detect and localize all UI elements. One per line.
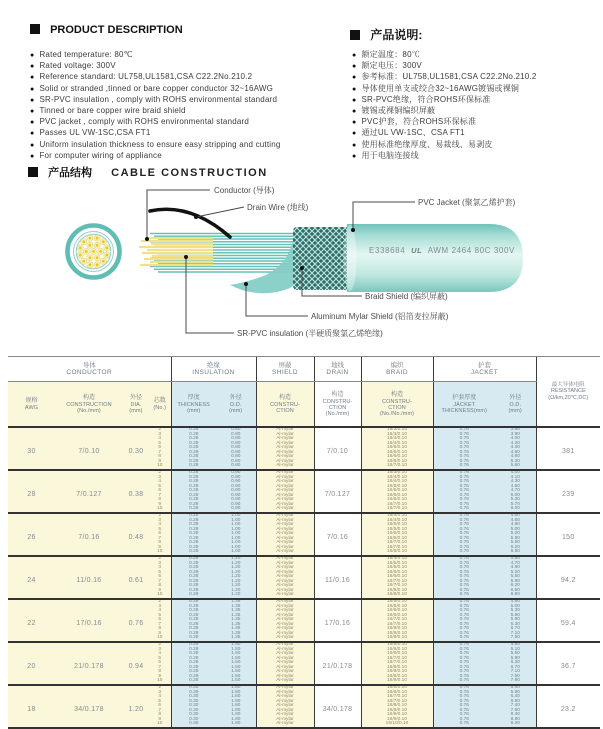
- pvc-jacket-label: PVC Jacket (聚氯乙烯护套): [418, 198, 516, 207]
- section-square-icon: [350, 30, 360, 40]
- bullet-text: 镀锡或裸铜编织屏蔽: [361, 105, 436, 115]
- cell-conductor-dia: 0.76: [123, 599, 149, 642]
- bullet-text: Tinned or bare copper wire braid shield: [39, 105, 186, 115]
- drain-wire-label: Drain Wire (地线): [247, 203, 309, 212]
- bullet-item: [30, 105, 281, 116]
- bullet-item: [352, 94, 537, 105]
- ul-logo-icon: UL: [411, 246, 423, 255]
- cell-ins-thickness: 0.28 0.28 0.28 0.28 0.28 0.28 0.28 0.28 0.28: [171, 599, 216, 642]
- bullet-text: 通过UL VW-1SC、CSA FT1: [361, 128, 465, 138]
- bullet-icon: ●: [30, 130, 35, 138]
- cell-shield-construction: Al-mylar Al-mylar Al-mylar Al-mylar Al-mylar Al-mylar Al-mylar Al-mylar Al-mylar: [256, 599, 314, 642]
- bullet-icon: ●: [30, 141, 35, 149]
- table-row: [8, 513, 600, 556]
- bullet-text: 导体使用单支或绞合32~16AWG镀锡或裸铜: [361, 83, 520, 93]
- cell-conductor-dia: 0.61: [123, 556, 149, 599]
- cell-ins-od: 0.80 0.80 0.80 0.80 0.80 0.80 0.80 0.80 0.80: [216, 427, 256, 470]
- sr-pvc-label: SR-PVC insulation (半硬质聚氯乙烯绝缘): [237, 329, 383, 338]
- col-header-shield_constr: 构造 CONSTRU- CTION: [256, 382, 314, 428]
- bullet-icon: ●: [352, 74, 357, 82]
- bullet-icon: ●: [352, 63, 357, 71]
- cell-ins-thickness: 0.28 0.28 0.28 0.28 0.28 0.28 0.28 0.28 0.28: [171, 470, 216, 513]
- col-header-construction: 构造 CONSTRUCTION (No./mm): [55, 382, 123, 428]
- product-description-cn-title: 产品说明:: [370, 28, 423, 42]
- cell-ins-thickness: 0.28 0.28 0.28 0.28 0.28 0.28 0.28 0.28 0.28: [171, 556, 216, 599]
- bullet-item: [352, 127, 537, 138]
- bullet-text: SR-PVC绝缘，符合ROHS环保标准: [361, 94, 491, 104]
- col-header-jacket_od: 外径 O.D. (mm): [495, 382, 536, 428]
- bullet-icon: ●: [352, 141, 357, 149]
- cell-conductor-dia: 0.30: [123, 427, 149, 470]
- bullet-item: [30, 71, 281, 82]
- cell-ins-thickness: 0.30 0.30 0.30 0.30 0.30 0.30 0.30 0.30 0.30: [171, 685, 216, 728]
- cell-braid-construction: 16/5/0.10 16/5/0.10 16/6/0.10 16/6/0.10 16/7/0.10 16/7/0.10 16/8/0.10 16/8/0.10 16/8/0.10: [361, 599, 433, 642]
- conductor-label: Conductor (导体): [214, 186, 275, 195]
- cell-shield-construction: Al-mylar Al-mylar Al-mylar Al-mylar Al-mylar Al-mylar Al-mylar Al-mylar Al-mylar: [256, 427, 314, 470]
- cell-shield-construction: Al-mylar Al-mylar Al-mylar Al-mylar Al-mylar Al-mylar Al-mylar Al-mylar Al-mylar: [256, 685, 314, 728]
- cell-jacket-thickness: 0.76 0.76 0.76 0.76 0.76 0.76 0.76 0.76 0.76: [433, 685, 495, 728]
- bullet-icon: ●: [30, 107, 35, 115]
- bullet-icon: ●: [352, 130, 357, 138]
- cell-drain-construction: 7/0.127: [314, 470, 361, 513]
- cell-jacket-thickness: 0.76 0.76 0.76 0.76 0.76 0.76 0.76 0.76 0.76: [433, 513, 495, 556]
- bullet-item: [352, 139, 537, 150]
- cell-cores: 2 3 4 5 6 7 8 9 10: [149, 642, 171, 685]
- cell-cores: 2 3 4 5 6 7 8 9 10: [149, 599, 171, 642]
- bullet-icon: ●: [352, 119, 357, 127]
- cell-ins-thickness: 0.28 0.28 0.28 0.28 0.28 0.28 0.28 0.28 0.28: [171, 513, 216, 556]
- cell-jacket-od: 4.80 5.00 5.30 5.60 5.90 6.30 6.70 7.10 7.50: [495, 599, 536, 642]
- cell-braid-construction: 16/4/0.10 16/4/0.10 16/5/0.10 16/5/0.10 16/6/0.10 16/6/0.10 16/7/0.10 16/7/0.10 16/8/0.10: [361, 513, 433, 556]
- cell-resistance: 59.4: [536, 599, 600, 642]
- bullet-item: [352, 150, 537, 161]
- cell-jacket-thickness: 0.76 0.76 0.76 0.76 0.76 0.76 0.76 0.76 0.76: [433, 470, 495, 513]
- cell-braid-construction: 16/3/0.10 16/4/0.10 16/4/0.10 16/5/0.10 16/5/0.10 16/6/0.10 16/6/0.10 16/7/0.10 16/7/0.10: [361, 470, 433, 513]
- cell-drain-construction: 11/0.16: [314, 556, 361, 599]
- product-description-list: [30, 49, 281, 161]
- bullet-text: 额定电压：300V: [361, 61, 422, 71]
- bullet-text: SR-PVC insulation , comply with ROHS environmental standard: [39, 94, 278, 104]
- product-description-cn-heading: [350, 26, 422, 43]
- col-header-awg: 规格 AWG: [8, 382, 55, 428]
- cell-drain-construction: 7/0.10: [314, 427, 361, 470]
- bullet-item: [30, 94, 281, 105]
- cell-cores: 2 3 4 5 6 7 8 9 10: [149, 470, 171, 513]
- cable-spec-text: AWM 2464 80C 300V: [427, 246, 515, 255]
- bullet-icon: ●: [30, 63, 35, 71]
- section-square-icon: [30, 24, 40, 34]
- col-header-ins_od: 外径 O.D. (mm): [216, 382, 256, 428]
- cell-shield-construction: Al-mylar Al-mylar Al-mylar Al-mylar Al-mylar Al-mylar Al-mylar Al-mylar Al-mylar: [256, 556, 314, 599]
- cell-cores: 2 3 4 5 6 7 8 9 10: [149, 513, 171, 556]
- cell-cores: 2 3 4 5 6 7 8 9 10: [149, 556, 171, 599]
- cell-jacket-od: 4.50 4.60 4.80 5.00 5.20 5.50 5.80 6.20 6.50: [495, 513, 536, 556]
- bullet-text: Rated temperature: 80℃: [39, 50, 133, 59]
- bullet-item: [30, 150, 281, 161]
- bullet-text: PVC护套，符合ROHS环保标准: [361, 117, 477, 127]
- cell-jacket-thickness: 0.76 0.76 0.76 0.76 0.76 0.76 0.76 0.76 0.76: [433, 599, 495, 642]
- cell-jacket-thickness: 0.76 0.76 0.76 0.76 0.76 0.76 0.76 0.76 0.76: [433, 642, 495, 685]
- bullet-text: 使用标准绝缘厚度、易裁线、易剥皮: [361, 139, 493, 149]
- table-row: [8, 556, 600, 599]
- bullet-text: Uniform insulation thickness to ensure easy stripping and cutting: [39, 139, 281, 149]
- cell-braid-construction: 16/5/0.10 16/6/0.10 16/6/0.10 16/7/0.10 16/7/0.10 16/8/0.10 16/8/0.10 16/9/0.10 16/9/0.10: [361, 642, 433, 685]
- cell-drain-construction: 7/0.16: [314, 513, 361, 556]
- cell-resistance: 36.7: [536, 642, 600, 685]
- pvc-jacket: [347, 224, 523, 292]
- cell-awg: 20: [8, 642, 55, 685]
- cell-awg: 30: [8, 427, 55, 470]
- bullet-icon: ●: [30, 152, 35, 160]
- bullet-text: Rated voltage: 300V: [39, 61, 116, 71]
- table-row: [8, 685, 600, 728]
- bullet-icon: ●: [30, 96, 35, 104]
- cell-awg: 26: [8, 513, 55, 556]
- bullet-item: [352, 116, 537, 127]
- product-description-cn-list: [352, 49, 537, 161]
- table-row: [8, 599, 600, 642]
- bullet-text: 参考标准：UL758,UL1581,CSA C22.2No.210.2: [361, 72, 537, 82]
- cell-conductor-dia: 0.38: [123, 470, 149, 513]
- table-row: [8, 470, 600, 513]
- construction-title-en: CABLE CONSTRUCTION: [111, 167, 268, 179]
- table-subheader-row: [8, 382, 600, 428]
- group-braid: 编织 BRAID: [361, 357, 433, 382]
- bullet-item: [352, 83, 537, 94]
- bullet-item: [30, 60, 281, 71]
- bullet-item: [30, 139, 281, 150]
- cell-cores: 2 3 4 5 6 7 8 9 10: [149, 685, 171, 728]
- group-drain: 地线 DRAIN: [314, 357, 361, 382]
- cell-conductor-construction: 21/0.178: [55, 642, 123, 685]
- bullet-icon: ●: [30, 85, 35, 93]
- cell-conductor-construction: 7/0.127: [55, 470, 123, 513]
- group-insulation: 绝缘 INSULATION: [171, 357, 256, 382]
- col-header-jacket_thickness: 护套厚度 JACKET THICKNESS(mm): [433, 382, 495, 428]
- bullet-text: 额定温度：80℃: [361, 50, 420, 59]
- group-shield: 屏蔽 SHIELD: [256, 357, 314, 382]
- cell-ins-od: 1.80 1.80 1.80 1.80 1.80 1.80 1.80 1.80 1.80: [216, 685, 256, 728]
- bullet-icon: ●: [352, 107, 357, 115]
- cell-braid-construction: 16/6/0.10 16/6/0.10 16/7/0.10 16/7/0.10 16/8/0.10 16/8/0.10 16/9/0.10 16/9/0.10 16/10/0.10: [361, 685, 433, 728]
- bullet-text: Reference standard: UL758,UL1581,CSA C22.2No.210.2: [39, 72, 253, 82]
- bullet-item: [30, 49, 281, 60]
- mylar-shield-label: Aluminum Mylar Shield (铝箔麦拉屏蔽): [311, 312, 449, 321]
- cell-ins-thickness: 0.28 0.28 0.28 0.28 0.28 0.28 0.28 0.28 0.28: [171, 427, 216, 470]
- bullet-icon: ●: [352, 96, 357, 104]
- cable-cert-number: E338684: [369, 246, 406, 255]
- cell-conductor-construction: 11/0.16: [55, 556, 123, 599]
- col-header-drain_constr: 构造 CONSTRU- CTION (No./mm): [314, 382, 361, 428]
- col-header-braid_constr: 构造 CONSTRU- CTION (No./No./mm): [361, 382, 433, 428]
- group-conductor: 导体 CONDUCTOR: [8, 357, 171, 382]
- col-header-dia: 外径 DIA. (mm): [123, 382, 149, 428]
- cell-drain-construction: 17/0.16: [314, 599, 361, 642]
- cell-shield-construction: Al-mylar Al-mylar Al-mylar Al-mylar Al-mylar Al-mylar Al-mylar Al-mylar Al-mylar: [256, 513, 314, 556]
- table-row: [8, 642, 600, 685]
- cell-conductor-dia: 1.20: [123, 685, 149, 728]
- cell-resistance: 381: [536, 427, 600, 470]
- bullet-icon: ●: [30, 74, 35, 82]
- cell-conductor-construction: 7/0.10: [55, 427, 123, 470]
- cell-jacket-od: 4.80 5.10 5.50 5.90 6.30 6.70 7.10 7.50 7.90: [495, 642, 536, 685]
- cell-jacket-thickness: 0.76 0.76 0.76 0.76 0.76 0.76 0.76 0.76 0.76: [433, 427, 495, 470]
- bullet-text: Solid or stranded ,tinned or bare copper conductor 32~16AWG: [39, 83, 274, 93]
- cell-ins-thickness: 0.28 0.28 0.28 0.28 0.28 0.28 0.28 0.28 0.28: [171, 642, 216, 685]
- cell-awg: 24: [8, 556, 55, 599]
- bullet-item: [352, 60, 537, 71]
- cell-shield-construction: Al-mylar Al-mylar Al-mylar Al-mylar Al-mylar Al-mylar Al-mylar Al-mylar Al-mylar: [256, 642, 314, 685]
- cell-ins-od: 1.00 1.00 1.00 1.00 1.00 1.00 1.00 1.00 1.00: [216, 513, 256, 556]
- cell-jacket-od: 3.80 3.90 4.00 4.20 4.40 4.60 4.80 5.20 5.60: [495, 427, 536, 470]
- bullet-icon: ●: [30, 52, 35, 59]
- table-group-header-row: [8, 357, 600, 382]
- cell-jacket-thickness: 0.76 0.76 0.76 0.76 0.76 0.76 0.76 0.76 0.76: [433, 556, 495, 599]
- cell-shield-construction: Al-mylar Al-mylar Al-mylar Al-mylar Al-mylar Al-mylar Al-mylar Al-mylar Al-mylar: [256, 470, 314, 513]
- bullet-icon: ●: [30, 119, 35, 127]
- bullet-icon: ●: [352, 52, 357, 59]
- bullet-text: For computer wiring of appliance: [39, 150, 162, 160]
- bullet-text: Passes UL VW-1SC,CSA FT1: [39, 128, 151, 138]
- cell-awg: 22: [8, 599, 55, 642]
- cell-jacket-od: 4.00 4.10 4.30 4.50 4.70 5.00 5.30 5.70 6.00: [495, 470, 536, 513]
- cell-resistance: 94.2: [536, 556, 600, 599]
- cell-drain-construction: 21/0.178: [314, 642, 361, 685]
- construction-title-cn: 产品结构: [48, 167, 93, 179]
- cell-ins-od: 0.90 0.90 0.90 0.90 0.90 0.90 0.90 0.90 0.90: [216, 470, 256, 513]
- cell-braid-construction: 16/4/0.10 16/5/0.10 16/5/0.10 16/6/0.10 16/6/0.10 16/7/0.10 16/7/0.10 16/8/0.10 16/8/0.10: [361, 556, 433, 599]
- group-jacket: 护套 JACKET: [433, 357, 536, 382]
- cell-drain-construction: 34/0.178: [314, 685, 361, 728]
- table-row: [8, 427, 600, 470]
- cell-resistance: 23.2: [536, 685, 600, 728]
- bullet-text: PVC jacket , comply with ROHS environmental standard: [39, 117, 250, 127]
- cell-conductor-construction: 17/0.16: [55, 599, 123, 642]
- cell-ins-od: 1.20 1.20 1.20 1.20 1.20 1.20 1.20 1.20 1.20: [216, 556, 256, 599]
- bullet-item: [352, 105, 537, 116]
- bullet-item: [30, 116, 281, 127]
- cross-section: [68, 226, 120, 278]
- cell-conductor-dia: 0.48: [123, 513, 149, 556]
- group-resistance: 最大导体电阻 RESISTANCE (Ω/km,20℃,DC): [536, 357, 600, 428]
- spec-table: [8, 356, 600, 729]
- cell-resistance: 239: [536, 470, 600, 513]
- cell-conductor-dia: 0.94: [123, 642, 149, 685]
- cell-conductor-construction: 34/0.178: [55, 685, 123, 728]
- col-header-ins_thickness: 厚度 THICKNESS (mm): [171, 382, 216, 428]
- cell-resistance: 150: [536, 513, 600, 556]
- cell-cores: 2 3 4 5 6 7 8 9 10: [149, 427, 171, 470]
- cable-print-marking: [362, 246, 522, 255]
- cell-conductor-construction: 7/0.16: [55, 513, 123, 556]
- product-description-heading: [30, 24, 183, 36]
- bullet-icon: ●: [352, 152, 357, 160]
- cell-awg: 18: [8, 685, 55, 728]
- product-description-title: PRODUCT DESCRIPTION: [50, 24, 183, 36]
- cell-awg: 28: [8, 470, 55, 513]
- col-header-cores: 芯数 (No.): [149, 382, 171, 428]
- cell-ins-od: 1.50 1.50 1.50 1.50 1.50 1.50 1.50 1.50 1.50: [216, 642, 256, 685]
- bullet-text: 用于电脑连接线: [361, 150, 419, 160]
- bullet-item: [30, 127, 281, 138]
- bullet-item: [352, 71, 537, 82]
- cell-ins-od: 1.35 1.35 1.35 1.35 1.35 1.35 1.35 1.35 1.35: [216, 599, 256, 642]
- braid-shield-label: Braid Shield (编织屏蔽): [365, 292, 448, 301]
- bullet-item: [30, 83, 281, 94]
- cell-jacket-od: 4.50 4.70 4.90 5.20 5.50 5.80 6.20 6.50 6.80: [495, 556, 536, 599]
- cell-jacket-od: 5.50 5.90 6.40 6.90 7.40 7.90 8.40 8.80 9.20: [495, 685, 536, 728]
- cell-braid-construction: 16/3/0.10 16/3/0.10 16/4/0.10 16/4/0.10 16/5/0.10 16/5/0.10 16/6/0.10 16/6/0.10 16/7/0.10: [361, 427, 433, 470]
- bullet-icon: ●: [352, 85, 357, 93]
- bullet-item: [352, 49, 537, 60]
